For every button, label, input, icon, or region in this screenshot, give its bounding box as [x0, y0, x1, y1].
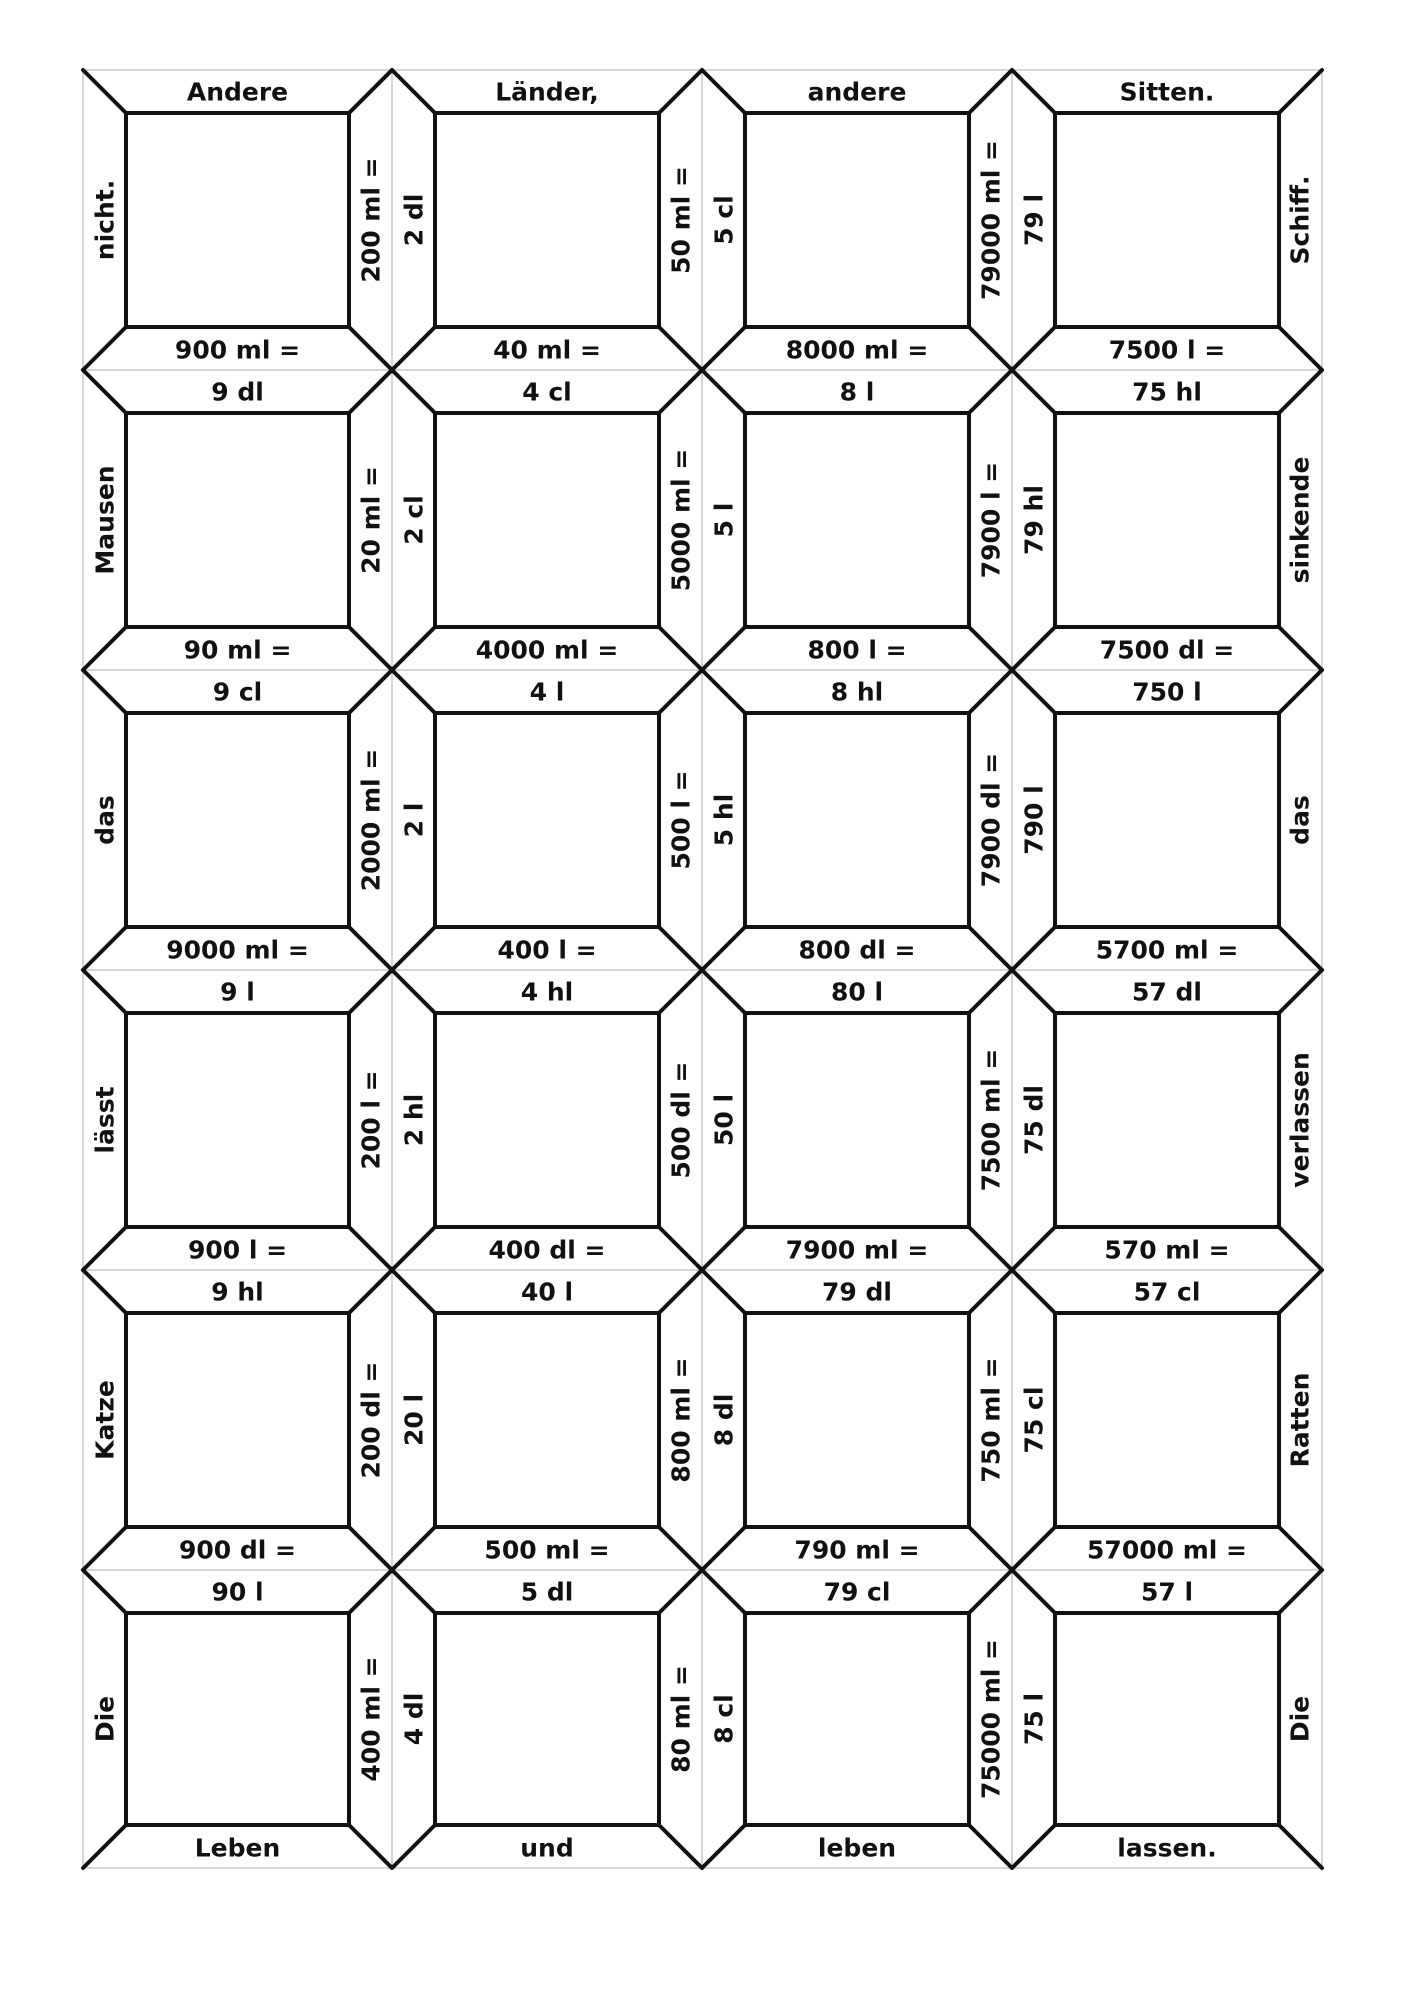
answer-square — [1055, 1013, 1279, 1227]
corner-diagonal — [349, 1270, 392, 1313]
seam-answer: 4 hl — [520, 977, 574, 1007]
corner-diagonal — [659, 927, 702, 970]
left-edge-word: Mausen — [90, 465, 120, 575]
left-edge-word: Katze — [90, 1380, 120, 1460]
seam-task: 500 l = — [666, 770, 696, 870]
corner-diagonal — [1279, 670, 1322, 713]
seam-answer: 9 dl — [211, 377, 264, 407]
corner-diagonal — [659, 627, 702, 670]
corner-diagonal — [83, 927, 126, 970]
corner-diagonal — [702, 327, 745, 370]
seam-answer: 2 dl — [399, 193, 429, 247]
left-edge-word: Die — [90, 1695, 120, 1743]
seam-task: 200 dl = — [356, 1361, 386, 1479]
corner-diagonal — [969, 627, 1012, 670]
right-edge-word: sinkende — [1285, 456, 1315, 584]
corner-diagonal — [349, 327, 392, 370]
seam-task: 7500 ml = — [976, 1048, 1006, 1192]
right-edge-word: Schiff. — [1285, 175, 1315, 265]
seam-answer: 90 l — [211, 1577, 264, 1607]
seam-task: 500 dl = — [666, 1061, 696, 1179]
answer-square — [126, 1313, 349, 1527]
corner-diagonal — [969, 70, 1012, 113]
seam-task: 4000 ml = — [475, 635, 619, 665]
corner-diagonal — [392, 70, 435, 113]
seam-answer: 75 dl — [1019, 1085, 1049, 1155]
answer-square — [745, 413, 969, 627]
corner-diagonal — [349, 1825, 392, 1868]
seam-answer: 50 l — [709, 1093, 739, 1147]
seam-answer: 5 hl — [709, 793, 739, 847]
right-edge-word: verlassen — [1285, 1052, 1315, 1188]
answer-square — [435, 1313, 659, 1527]
seam-task: 570 ml = — [1104, 1235, 1230, 1265]
top-edge-word: Sitten. — [1119, 77, 1215, 107]
seam-task: 7900 ml = — [785, 1235, 929, 1265]
corner-diagonal — [1279, 70, 1322, 113]
corner-diagonal — [1012, 670, 1055, 713]
seam-answer: 75 l — [1019, 1692, 1049, 1746]
corner-diagonal — [1012, 370, 1055, 413]
corner-diagonal — [349, 670, 392, 713]
right-edge-word: Die — [1285, 1695, 1315, 1743]
corner-diagonal — [1279, 970, 1322, 1013]
corner-diagonal — [702, 927, 745, 970]
corner-diagonal — [349, 370, 392, 413]
answer-square — [126, 713, 349, 927]
answer-square — [1055, 1613, 1279, 1825]
seam-task: 75000 ml = — [976, 1639, 1006, 1799]
corner-diagonal — [83, 1527, 126, 1570]
corner-diagonal — [659, 1270, 702, 1313]
corner-diagonal — [1279, 327, 1322, 370]
corner-diagonal — [969, 670, 1012, 713]
seam-answer: 8 l — [839, 377, 875, 407]
seam-answer: 8 cl — [709, 1694, 739, 1744]
answer-square — [745, 113, 969, 327]
corner-diagonal — [702, 1570, 745, 1613]
left-edge-word: das — [90, 795, 120, 845]
answer-square — [126, 413, 349, 627]
corner-diagonal — [659, 70, 702, 113]
corner-diagonal — [1012, 970, 1055, 1013]
corner-diagonal — [1012, 1527, 1055, 1570]
top-edge-word: Länder, — [495, 77, 599, 107]
answer-square — [435, 713, 659, 927]
seam-answer: 5 dl — [520, 1577, 574, 1607]
answer-square — [745, 1013, 969, 1227]
answer-square — [1055, 713, 1279, 927]
seam-answer: 4 cl — [522, 377, 572, 407]
bottom-edge-word: lassen. — [1117, 1833, 1217, 1863]
seam-task: 7500 dl = — [1099, 635, 1235, 665]
corner-diagonal — [83, 370, 126, 413]
corner-diagonal — [659, 1527, 702, 1570]
answer-square — [745, 713, 969, 927]
corner-diagonal — [349, 1527, 392, 1570]
seam-answer: 5 cl — [709, 195, 739, 245]
seam-task: 50 ml = — [666, 166, 696, 274]
corner-diagonal — [83, 1570, 126, 1613]
seam-answer: 57 dl — [1132, 977, 1202, 1007]
answer-square — [435, 1013, 659, 1227]
corner-diagonal — [969, 1270, 1012, 1313]
seam-task: 40 ml = — [493, 335, 601, 365]
corner-diagonal — [702, 627, 745, 670]
corner-diagonal — [83, 670, 126, 713]
answer-square — [435, 113, 659, 327]
corner-diagonal — [392, 1527, 435, 1570]
seam-answer: 9 hl — [211, 1277, 264, 1307]
corner-diagonal — [1279, 1825, 1322, 1868]
corner-diagonal — [392, 627, 435, 670]
seam-answer: 40 l — [520, 1277, 574, 1307]
corner-diagonal — [83, 1270, 126, 1313]
seam-task: 7500 l = — [1108, 335, 1226, 365]
seam-answer: 5 l — [709, 502, 739, 538]
bottom-edge-word: Leben — [194, 1833, 281, 1863]
corner-diagonal — [1012, 1570, 1055, 1613]
seam-task: 8000 ml = — [785, 335, 929, 365]
seam-answer: 79 hl — [1019, 485, 1049, 555]
corner-diagonal — [392, 1227, 435, 1270]
seam-task: 80 ml = — [666, 1665, 696, 1773]
corner-diagonal — [702, 1527, 745, 1570]
corner-diagonal — [969, 1570, 1012, 1613]
corner-diagonal — [1012, 1825, 1055, 1868]
bottom-edge-word: und — [520, 1833, 574, 1863]
seam-answer: 75 cl — [1019, 1386, 1049, 1454]
corner-diagonal — [969, 1227, 1012, 1270]
corner-diagonal — [83, 627, 126, 670]
seam-task: 800 dl = — [798, 935, 916, 965]
seam-answer: 2 l — [399, 802, 429, 838]
corner-diagonal — [349, 70, 392, 113]
corner-diagonal — [659, 1570, 702, 1613]
seam-answer: 75 hl — [1132, 377, 1202, 407]
corner-diagonal — [349, 1227, 392, 1270]
seam-answer: 57 cl — [1133, 1277, 1201, 1307]
seam-task: 500 ml = — [484, 1535, 610, 1565]
seam-answer: 9 l — [220, 977, 255, 1007]
seam-task: 750 ml = — [976, 1357, 1006, 1483]
seam-answer: 4 dl — [399, 1692, 429, 1746]
left-edge-word: nicht. — [90, 179, 120, 261]
seam-answer: 57 l — [1140, 1577, 1194, 1607]
corner-diagonal — [349, 1570, 392, 1613]
bottom-edge-word: leben — [817, 1833, 897, 1863]
corner-diagonal — [392, 1825, 435, 1868]
corner-diagonal — [969, 1825, 1012, 1868]
corner-diagonal — [1279, 927, 1322, 970]
seam-answer: 80 l — [830, 977, 884, 1007]
seam-task: 800 ml = — [666, 1357, 696, 1483]
corner-diagonal — [702, 1825, 745, 1868]
corner-diagonal — [1279, 1570, 1322, 1613]
corner-diagonal — [1012, 327, 1055, 370]
seam-answer: 790 l — [1019, 785, 1049, 855]
seam-answer: 750 l — [1132, 677, 1202, 707]
left-edge-word: lässt — [90, 1086, 120, 1154]
answer-square — [1055, 113, 1279, 327]
seam-answer: 20 l — [399, 1393, 429, 1447]
corner-diagonal — [392, 1270, 435, 1313]
corner-diagonal — [392, 970, 435, 1013]
corner-diagonal — [349, 627, 392, 670]
answer-square — [126, 1013, 349, 1227]
top-edge-word: andere — [807, 77, 907, 107]
corner-diagonal — [969, 327, 1012, 370]
corner-diagonal — [659, 970, 702, 1013]
seam-task: 90 ml = — [183, 635, 292, 665]
answer-square — [1055, 1313, 1279, 1527]
corner-diagonal — [83, 1825, 126, 1868]
seam-task: 2000 ml = — [356, 748, 386, 892]
seam-answer: 8 hl — [830, 677, 884, 707]
corner-diagonal — [392, 1570, 435, 1613]
corner-diagonal — [702, 370, 745, 413]
seam-task: 79000 ml = — [976, 140, 1006, 300]
answer-square — [126, 1613, 349, 1825]
corner-diagonal — [969, 927, 1012, 970]
corner-diagonal — [392, 927, 435, 970]
corner-diagonal — [83, 1227, 126, 1270]
corner-diagonal — [1012, 627, 1055, 670]
seam-task: 400 l = — [497, 935, 597, 965]
seam-task: 7900 dl = — [976, 752, 1006, 888]
corner-diagonal — [702, 1227, 745, 1270]
seam-answer: 4 l — [529, 677, 565, 707]
answer-square — [1055, 413, 1279, 627]
corner-diagonal — [83, 70, 126, 113]
seam-task: 200 l = — [356, 1070, 386, 1170]
seam-answer: 2 hl — [399, 1093, 429, 1147]
seam-task: 5700 ml = — [1095, 935, 1239, 965]
seam-task: 400 dl = — [488, 1235, 606, 1265]
seam-task: 790 ml = — [794, 1535, 920, 1565]
seam-task: 5000 ml = — [666, 448, 696, 592]
seam-answer: 79 l — [1019, 193, 1049, 247]
answer-square — [745, 1613, 969, 1825]
answer-square — [745, 1313, 969, 1527]
corner-diagonal — [1012, 927, 1055, 970]
seam-task: 800 l = — [807, 635, 907, 665]
seam-task: 900 dl = — [178, 1535, 297, 1565]
corner-diagonal — [392, 327, 435, 370]
corner-diagonal — [83, 970, 126, 1013]
seam-task: 20 ml = — [356, 466, 386, 574]
corner-diagonal — [1012, 70, 1055, 113]
right-edge-word: das — [1285, 795, 1315, 845]
corner-diagonal — [1279, 1270, 1322, 1313]
seam-task: 9000 ml = — [166, 935, 309, 965]
corner-diagonal — [392, 670, 435, 713]
corner-diagonal — [659, 327, 702, 370]
seam-answer: 2 cl — [399, 495, 429, 545]
seam-task: 900 ml = — [174, 335, 301, 365]
seam-answer: 9 cl — [212, 677, 263, 707]
corner-diagonal — [83, 327, 126, 370]
seam-answer: 8 dl — [709, 1393, 739, 1447]
answer-square — [435, 1613, 659, 1825]
corner-diagonal — [1279, 370, 1322, 413]
corner-diagonal — [349, 927, 392, 970]
corner-diagonal — [702, 670, 745, 713]
top-edge-word: Andere — [186, 77, 289, 107]
corner-diagonal — [969, 1527, 1012, 1570]
answer-square — [126, 113, 349, 327]
seam-task: 900 l = — [187, 1235, 288, 1265]
right-edge-word: Ratten — [1285, 1372, 1315, 1468]
corner-diagonal — [659, 1825, 702, 1868]
seam-task: 200 ml = — [356, 157, 386, 283]
corner-diagonal — [349, 970, 392, 1013]
corner-diagonal — [659, 370, 702, 413]
corner-diagonal — [659, 1227, 702, 1270]
corner-diagonal — [1012, 1270, 1055, 1313]
corner-diagonal — [1012, 1227, 1055, 1270]
corner-diagonal — [392, 370, 435, 413]
seam-task: 7900 l = — [976, 461, 1006, 579]
corner-diagonal — [969, 970, 1012, 1013]
corner-diagonal — [659, 670, 702, 713]
seam-answer: 79 dl — [822, 1277, 892, 1307]
answer-square — [435, 413, 659, 627]
corner-diagonal — [702, 70, 745, 113]
seam-task: 400 ml = — [356, 1656, 386, 1782]
corner-diagonal — [702, 970, 745, 1013]
corner-diagonal — [702, 1270, 745, 1313]
seam-task: 57000 ml = — [1087, 1535, 1247, 1565]
corner-diagonal — [1279, 1227, 1322, 1270]
corner-diagonal — [1279, 627, 1322, 670]
corner-diagonal — [1279, 1527, 1322, 1570]
corner-diagonal — [969, 370, 1012, 413]
seam-answer: 79 cl — [823, 1577, 891, 1607]
